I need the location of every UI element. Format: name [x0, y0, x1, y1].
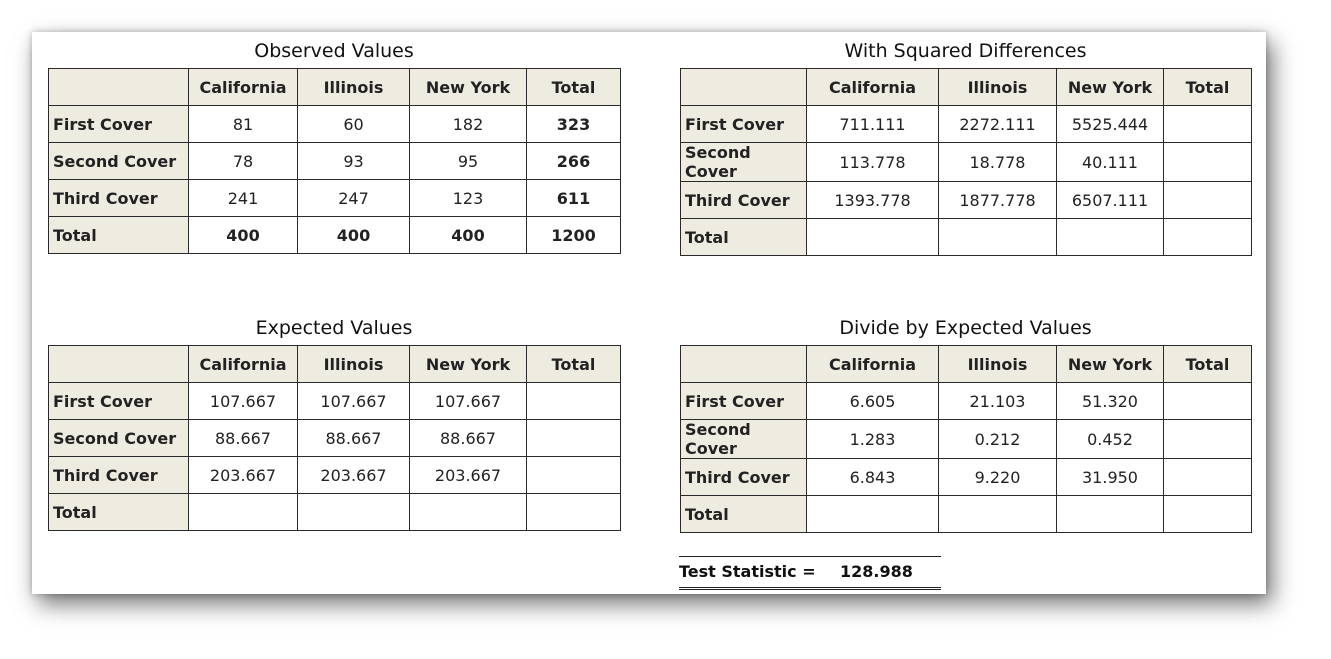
- cell[interactable]: [189, 494, 298, 531]
- cell[interactable]: [807, 496, 939, 533]
- cell[interactable]: 31.950: [1057, 459, 1164, 496]
- table-row: [681, 383, 1252, 420]
- corner-cell[interactable]: [49, 69, 189, 106]
- row-label[interactable]: Third Cover: [681, 459, 807, 496]
- col-header-illinois[interactable]: Illinois: [298, 69, 410, 106]
- row-label[interactable]: Second Cover: [49, 420, 189, 457]
- table-row: [49, 180, 621, 217]
- table-row: [681, 182, 1252, 219]
- row-label[interactable]: Third Cover: [49, 457, 189, 494]
- cell[interactable]: 78: [189, 143, 298, 180]
- cell[interactable]: 6507.111: [1057, 182, 1164, 219]
- cell[interactable]: 247: [298, 180, 410, 217]
- corner-cell[interactable]: [681, 346, 807, 383]
- cell[interactable]: 6.605: [807, 383, 939, 420]
- table-row: [49, 217, 621, 254]
- cell[interactable]: 266: [527, 143, 621, 180]
- row-label[interactable]: First Cover: [681, 383, 807, 420]
- cell[interactable]: [1164, 383, 1252, 420]
- observed-values-block: [48, 34, 620, 254]
- cell[interactable]: 88.667: [298, 420, 410, 457]
- row-label[interactable]: Third Cover: [681, 182, 807, 219]
- divide-by-expected-block: [680, 311, 1251, 533]
- cell[interactable]: 400: [298, 217, 410, 254]
- divide-by-expected-title: Divide by Expected Values: [839, 317, 1092, 339]
- cell[interactable]: [1164, 182, 1252, 219]
- expected-values-block: [48, 311, 620, 531]
- table-row: [681, 459, 1252, 496]
- cell[interactable]: [1164, 420, 1252, 459]
- cell[interactable]: 182: [410, 106, 527, 143]
- row-label[interactable]: Total: [49, 494, 189, 531]
- cell[interactable]: [527, 457, 621, 494]
- cell[interactable]: 1200: [527, 217, 621, 254]
- col-header-new-york[interactable]: New York: [410, 346, 527, 383]
- cell[interactable]: 2272.111: [939, 106, 1057, 143]
- cell[interactable]: [298, 494, 410, 531]
- squared-differences-title: With Squared Differences: [844, 40, 1087, 62]
- cell[interactable]: 6.843: [807, 459, 939, 496]
- col-header-illinois[interactable]: Illinois: [939, 346, 1057, 383]
- header-row: [49, 69, 621, 106]
- table-row: [681, 106, 1252, 143]
- cell[interactable]: 611: [527, 180, 621, 217]
- observed-values-table: [48, 68, 621, 254]
- cell[interactable]: 60: [298, 106, 410, 143]
- col-header-total[interactable]: Total: [1164, 69, 1252, 106]
- row-label[interactable]: Total: [681, 496, 807, 533]
- cell[interactable]: [1164, 459, 1252, 496]
- cell[interactable]: [1057, 219, 1164, 256]
- cell[interactable]: 107.667: [298, 383, 410, 420]
- table-row: [49, 494, 621, 531]
- worksheet: [32, 32, 1266, 594]
- table-row: [49, 457, 621, 494]
- cell[interactable]: 9.220: [939, 459, 1057, 496]
- col-header-new-york[interactable]: New York: [1057, 69, 1164, 106]
- table-row: [49, 383, 621, 420]
- cell[interactable]: 323: [527, 106, 621, 143]
- header-row: [49, 346, 621, 383]
- squared-differences-table: [680, 68, 1252, 256]
- col-header-california[interactable]: California: [189, 69, 298, 106]
- row-label[interactable]: First Cover: [49, 383, 189, 420]
- table-row: [681, 219, 1252, 256]
- cell[interactable]: 1393.778: [807, 182, 939, 219]
- cell[interactable]: 123: [410, 180, 527, 217]
- cell[interactable]: 93: [298, 143, 410, 180]
- col-header-california[interactable]: California: [189, 346, 298, 383]
- cell[interactable]: 40.111: [1057, 143, 1164, 182]
- col-header-illinois[interactable]: Illinois: [939, 69, 1057, 106]
- col-header-total[interactable]: Total: [1164, 346, 1252, 383]
- cell[interactable]: 18.778: [939, 143, 1057, 182]
- col-header-total[interactable]: Total: [527, 346, 621, 383]
- row-label[interactable]: First Cover: [49, 106, 189, 143]
- test-statistic-row: [679, 556, 941, 590]
- cell[interactable]: 95: [410, 143, 527, 180]
- corner-cell[interactable]: [681, 69, 807, 106]
- cell[interactable]: [527, 420, 621, 457]
- cell[interactable]: 711.111: [807, 106, 939, 143]
- test-statistic-label[interactable]: Test Statistic =: [679, 562, 816, 581]
- col-header-illinois[interactable]: Illinois: [298, 346, 410, 383]
- row-label[interactable]: Second Cover: [681, 420, 807, 459]
- table-row: [49, 143, 621, 180]
- test-statistic-value[interactable]: 128.988: [840, 562, 913, 581]
- cell[interactable]: 88.667: [410, 420, 527, 457]
- cell[interactable]: 203.667: [410, 457, 527, 494]
- row-label[interactable]: Total: [49, 217, 189, 254]
- col-header-california[interactable]: California: [807, 346, 939, 383]
- cell[interactable]: 203.667: [298, 457, 410, 494]
- table-row: [681, 420, 1252, 459]
- header-row: [681, 69, 1252, 106]
- cell[interactable]: [939, 219, 1057, 256]
- col-header-new-york[interactable]: New York: [1057, 346, 1164, 383]
- table-row: [681, 496, 1252, 533]
- expected-values-table: [48, 345, 621, 531]
- observed-values-title: Observed Values: [254, 40, 414, 62]
- squared-differences-block: [680, 34, 1251, 256]
- col-header-california[interactable]: California: [807, 69, 939, 106]
- cell[interactable]: 1877.778: [939, 182, 1057, 219]
- cell[interactable]: [1164, 496, 1252, 533]
- row-label[interactable]: Second Cover: [49, 143, 189, 180]
- cell[interactable]: [527, 494, 621, 531]
- row-label[interactable]: Third Cover: [49, 180, 189, 217]
- cell[interactable]: 400: [189, 217, 298, 254]
- cell[interactable]: 203.667: [189, 457, 298, 494]
- cell[interactable]: [410, 494, 527, 531]
- cell[interactable]: 241: [189, 180, 298, 217]
- row-label[interactable]: First Cover: [681, 106, 807, 143]
- col-header-total[interactable]: Total: [527, 69, 621, 106]
- cell[interactable]: 0.452: [1057, 420, 1164, 459]
- cell[interactable]: 1.283: [807, 420, 939, 459]
- cell[interactable]: 107.667: [189, 383, 298, 420]
- table-row: [49, 420, 621, 457]
- header-row: [681, 346, 1252, 383]
- cell[interactable]: [1164, 106, 1252, 143]
- cell[interactable]: 113.778: [807, 143, 939, 182]
- cell[interactable]: 81: [189, 106, 298, 143]
- cell[interactable]: 21.103: [939, 383, 1057, 420]
- cell[interactable]: 0.212: [939, 420, 1057, 459]
- col-header-new-york[interactable]: New York: [410, 69, 527, 106]
- divide-by-expected-table: [680, 345, 1252, 533]
- cell[interactable]: [1164, 143, 1252, 182]
- cell[interactable]: 107.667: [410, 383, 527, 420]
- row-label[interactable]: Total: [681, 219, 807, 256]
- cell[interactable]: [807, 219, 939, 256]
- table-row: [681, 143, 1252, 182]
- expected-values-title: Expected Values: [255, 317, 413, 339]
- cell[interactable]: 51.320: [1057, 383, 1164, 420]
- cell[interactable]: 5525.444: [1057, 106, 1164, 143]
- corner-cell[interactable]: [49, 346, 189, 383]
- row-label[interactable]: Second Cover: [681, 143, 807, 182]
- cell[interactable]: 88.667: [189, 420, 298, 457]
- cell[interactable]: [527, 383, 621, 420]
- cell[interactable]: [1057, 496, 1164, 533]
- cell[interactable]: [939, 496, 1057, 533]
- cell[interactable]: [1164, 219, 1252, 256]
- cell[interactable]: 400: [410, 217, 527, 254]
- table-row: [49, 106, 621, 143]
